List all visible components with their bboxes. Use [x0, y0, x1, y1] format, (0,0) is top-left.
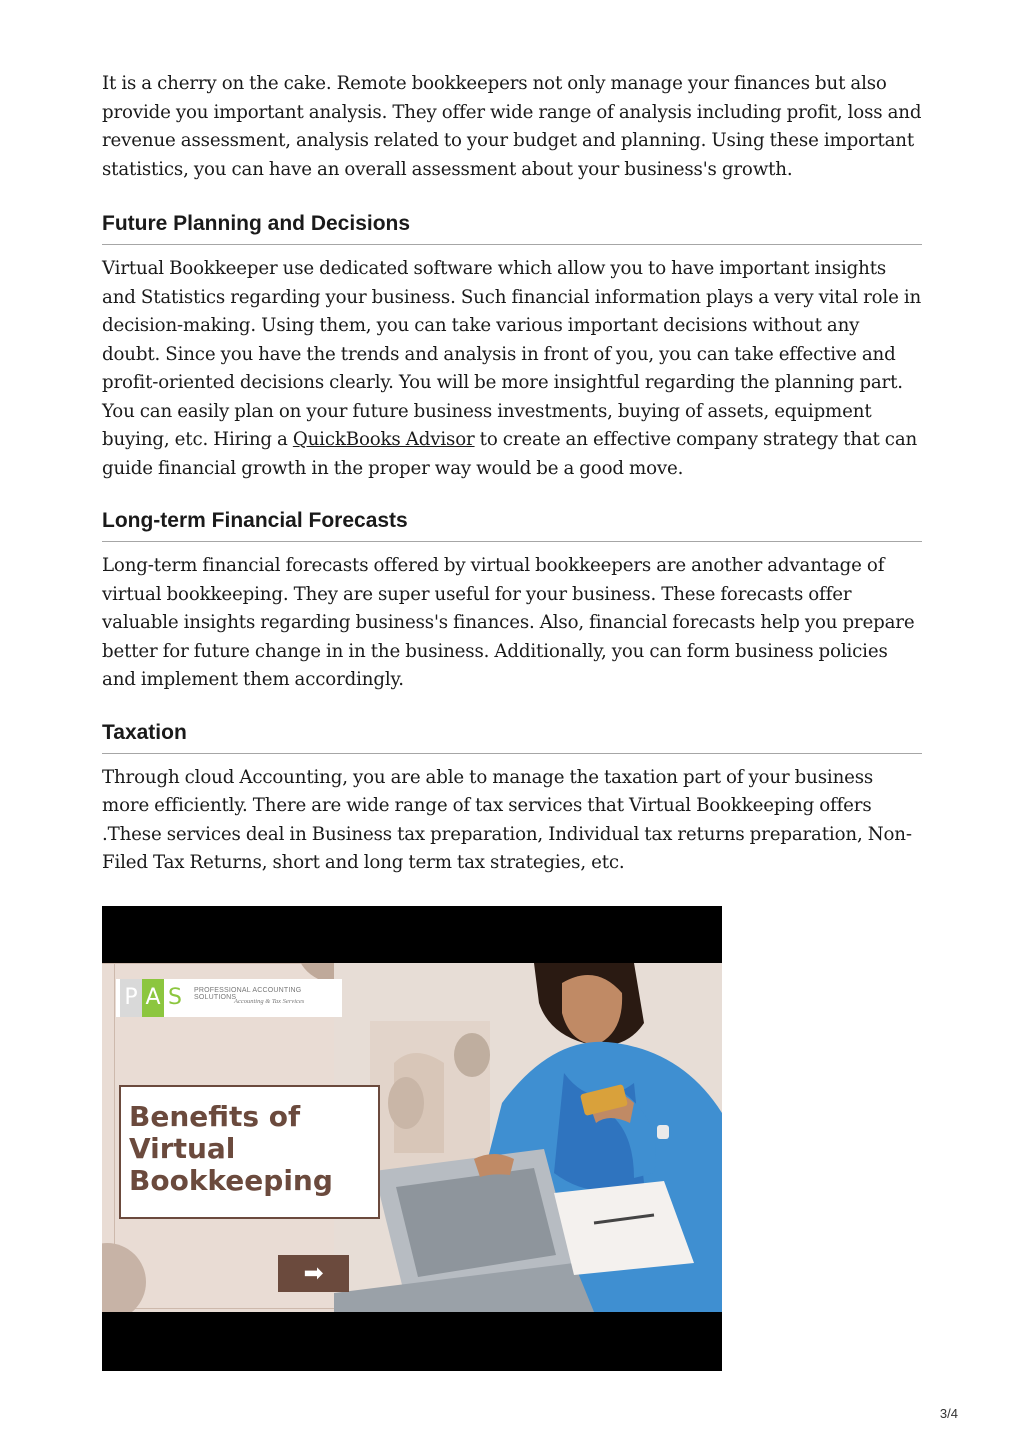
- arrow-right-icon: ➡: [303, 1259, 324, 1287]
- pas-logo: [116, 979, 342, 1017]
- logo-company-name: PROFESSIONAL ACCOUNTING SOLUTIONS: [194, 987, 302, 1001]
- heading-future-planning: Future Planning and Decisions: [102, 212, 922, 245]
- logo-letter-a: A: [142, 979, 164, 1017]
- intro-paragraph: It is a cherry on the cake. Remote bookkeepers not only manage your finances but also provide you important analysis. They offer wide range of analysis including profit, loss and revenue assessment, analysis related to your budget and planning. Using these important statistics, you can have an overall assessment about your business's growth.: [102, 73, 922, 180]
- title-line-2: Virtual: [129, 1132, 236, 1165]
- logo-letter-s: S: [164, 979, 186, 1017]
- play-arrow-button[interactable]: [278, 1255, 349, 1292]
- future-planning-paragraph: [102, 255, 922, 483]
- quickbooks-advisor-link[interactable]: QuickBooks Advisor: [292, 429, 475, 450]
- title-line-1: Benefits of: [129, 1100, 301, 1133]
- video-scene: [102, 963, 722, 1312]
- future-planning-text-2: to create an effective company strategy that can guide financial growth in the proper way would be a good move.: [102, 429, 918, 479]
- article-body: [102, 70, 922, 878]
- heading-long-term-forecasts: Long-term Financial Forecasts: [102, 509, 922, 542]
- video-thumbnail[interactable]: [102, 906, 722, 1371]
- woman-laptop-photo: [334, 963, 722, 1312]
- long-term-forecasts-paragraph: Long-term financial forecasts offered by virtual bookkeepers are another advantage of virtual bookkeeping. They are super useful for your business. These forecasts offer valuable insights regarding business's finances. Also, financial forecasts help you prepare better for future change in in the business. Additionally, you can form business policies and implement them accordingly.: [102, 555, 915, 690]
- heading-taxation: Taxation: [102, 721, 922, 754]
- future-planning-text-1: Virtual Bookkeeper use dedicated software which allow you to have important insights and Statistics regarding your business. Such financial information plays a very vital role in decision-making. Using them, you can take various important decisions without any doubt. Since you have the trends and analysis in front of you, you can take effective and profit-oriented decisions clearly. You will be more insightful regarding the planning part. You can easily plan on your future business investments, buying of assets, equipment buying, etc. Hiring a: [102, 258, 922, 450]
- taxation-paragraph: Through cloud Accounting, you are able to manage the taxation part of your business more efficiently. There are wide range of tax services that Virtual Bookkeeping offers .These services deal in Business tax preparation, Individual tax returns preparation, Non-Filed Tax Returns, short and long term tax strategies, etc.: [102, 766, 912, 873]
- title-line-3: Bookkeeping: [129, 1164, 333, 1197]
- video-title-card: [119, 1085, 380, 1219]
- decor-circle-bottom-left: [102, 1243, 146, 1312]
- page-number: 3/4: [939, 1406, 958, 1421]
- logo-letter-p: P: [120, 979, 142, 1017]
- logo-tagline: Accounting & Tax Services: [234, 998, 305, 1005]
